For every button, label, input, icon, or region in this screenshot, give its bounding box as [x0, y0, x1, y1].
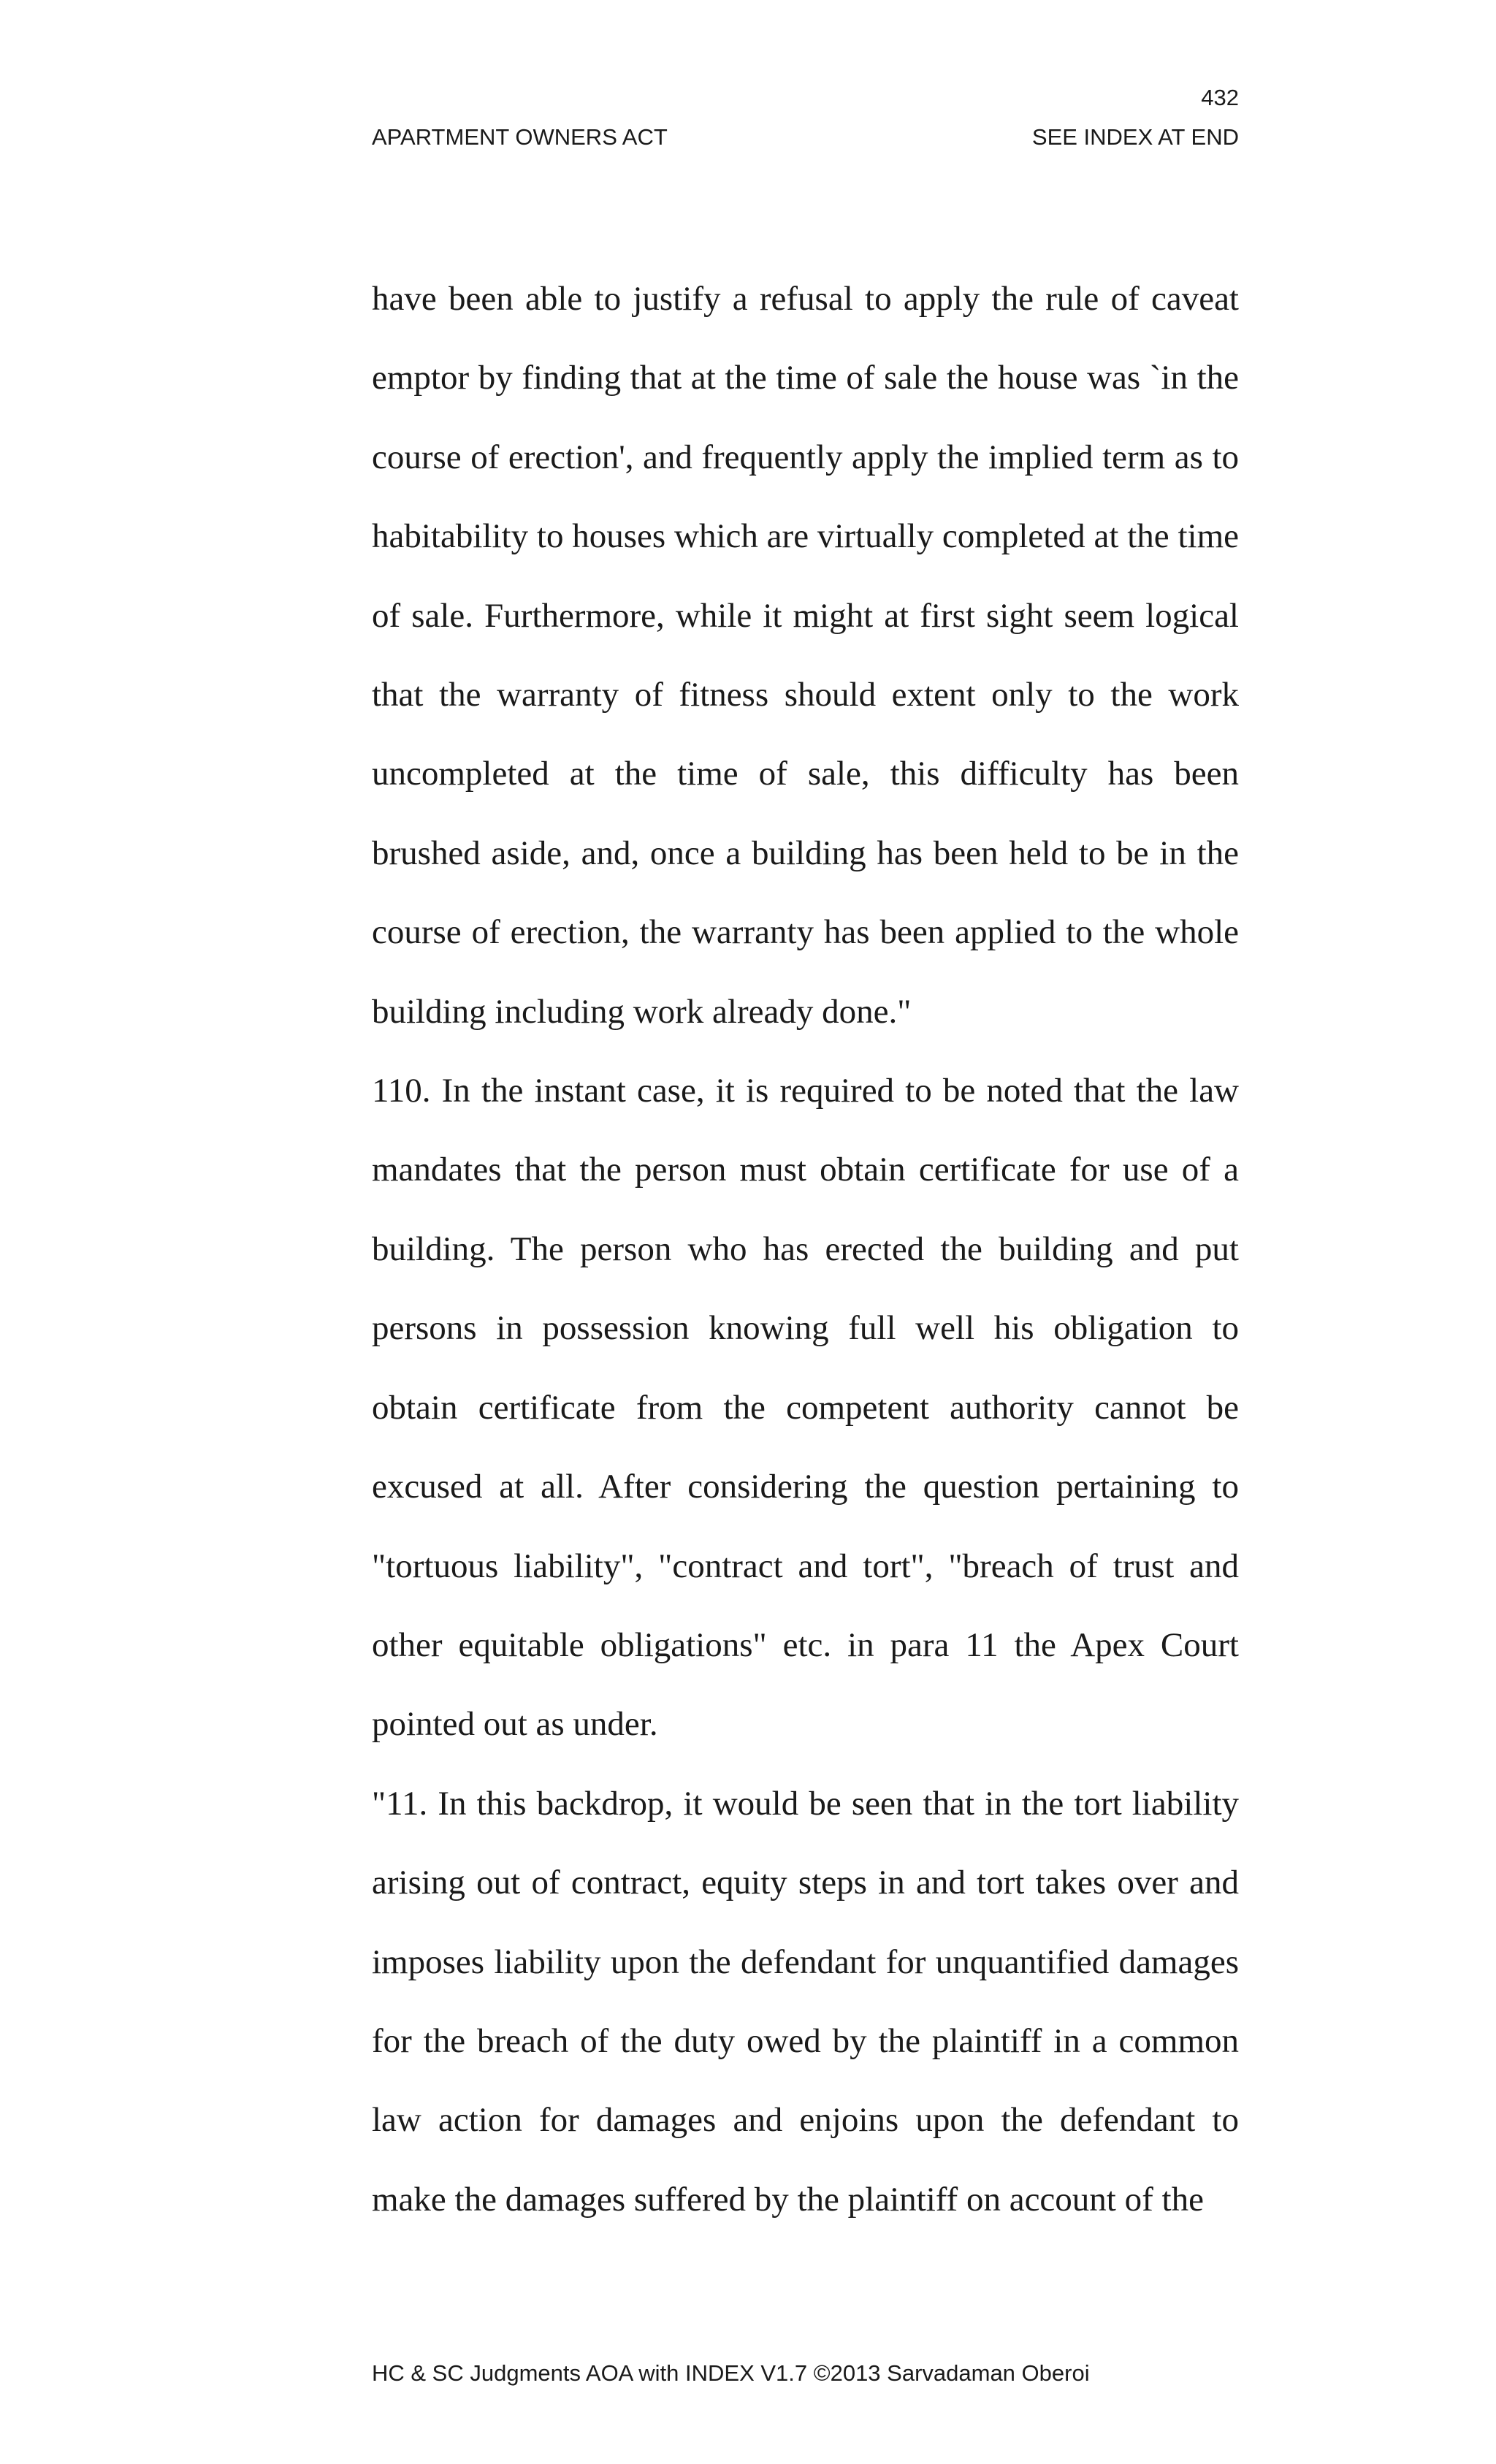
page-number: 432 — [1201, 85, 1239, 110]
page-footer: HC & SC Judgments AOA with INDEX V1.7 ©2013 Sarvadaman Oberoi — [372, 2360, 1090, 2386]
paragraph-continued-quote: have been able to justify a refusal to apply the rule of caveat emptor by finding that at the time of sale the house was `in the course of erection', and frequently apply the implied term as to habitability to houses which are virtually completed at the time of sale. Furthermore, while it might at first sight seem logical that the warranty of fitness should extent only to the work uncompleted at the time of sale, this difficulty has been brushed aside, and, once a building has been held to be in the course of erection, the warranty has been applied to the whole building including work already done." — [372, 280, 1239, 1031]
header-index-note: SEE INDEX AT END — [1031, 124, 1239, 150]
header-title: APARTMENT OWNERS ACT — [372, 124, 668, 150]
running-header — [372, 126, 1239, 148]
paragraph-quoted-11: "11. In this backdrop, it would be seen that in the tort liability arising out of contract, equity steps in and tort takes over and imposes liability upon the defendant for unquantified damages for the breach of the duty owed by the plaintiff in a common law action for damages and enjoins upon the defendant to make the damages suffered by the plaintiff on account of the — [372, 1784, 1239, 2219]
document-body — [372, 259, 1239, 2239]
paragraph-110: 110. In the instant case, it is required to be noted that the law mandates that the person must obtain certificate for use of a building. The person who has erected the building and put persons in possession knowing full well his obligation to obtain certificate from the competent authority cannot be excused at all. After considering the question pertaining to "tortuous liability", "contract and tort", "breach of trust and other equitable obligations" etc. in para 11 the Apex Court pointed out as under. — [372, 1072, 1239, 1744]
